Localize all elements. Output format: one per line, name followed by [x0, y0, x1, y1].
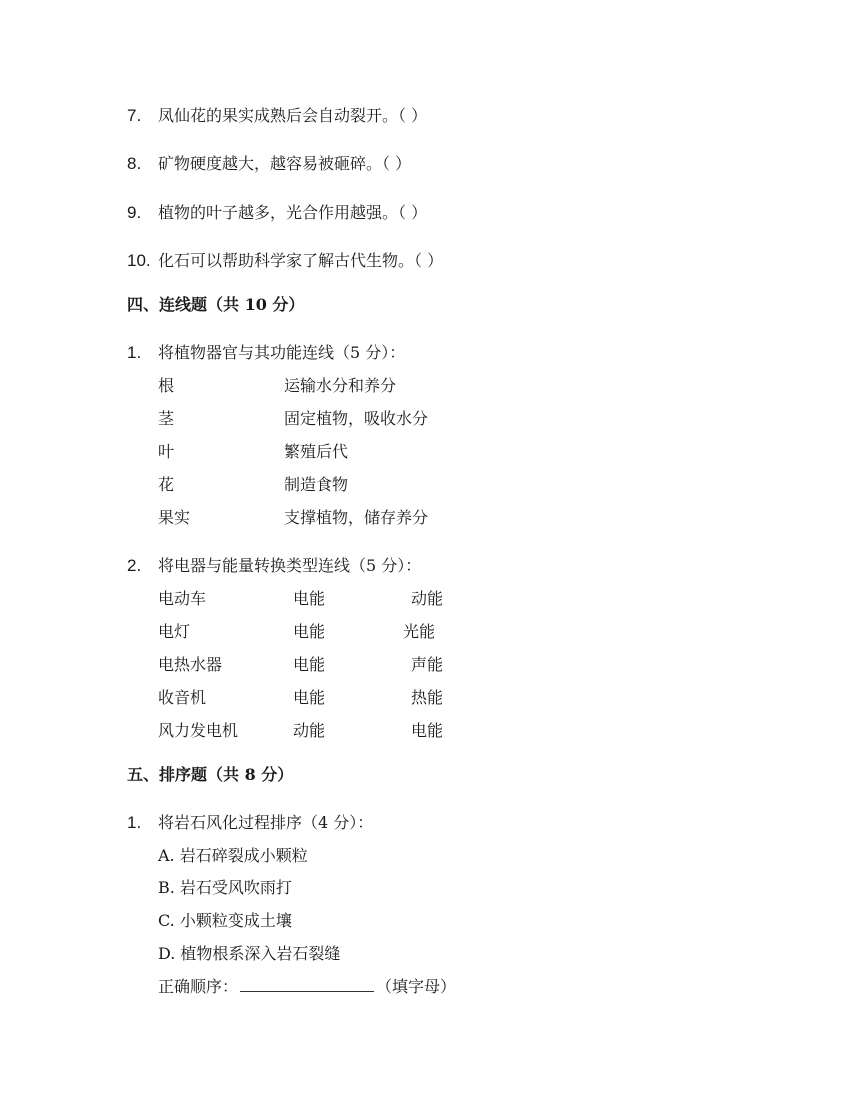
- question-number: 10.: [127, 251, 151, 270]
- match-left-item: 花: [158, 475, 175, 494]
- appliance-item: 电灯: [158, 622, 191, 641]
- ordering-option-b: B. 岩石受风吹雨打: [158, 878, 292, 897]
- ordering-option-a: A. 岩石碎裂成小颗粒: [158, 846, 308, 865]
- match-right-item: 支撑植物，储存养分: [284, 508, 429, 527]
- match-right-item: 繁殖后代: [284, 442, 349, 461]
- ordering-question-1: [127, 813, 374, 833]
- energy-input-item: 电能: [293, 622, 326, 641]
- answer-label: 正确顺序：: [158, 977, 239, 996]
- match-left-item: 茎: [158, 409, 175, 428]
- question-number: 1.: [127, 813, 142, 832]
- question-text: 将岩石风化过程排序（4 分）：: [158, 813, 374, 832]
- energy-output-item: 电能: [411, 721, 444, 740]
- energy-output-item: 光能: [403, 622, 436, 641]
- question-text: 凤仙花的果实成熟后会自动裂开。（ ）: [158, 106, 428, 125]
- energy-input-item: 电能: [293, 655, 326, 674]
- question-number: 8.: [127, 154, 142, 173]
- question-text: 植物的叶子越多，光合作用越强。（ ）: [158, 203, 428, 222]
- energy-output-item: 动能: [411, 589, 444, 608]
- answer-blank[interactable]: [240, 977, 374, 992]
- judge-item-9: [127, 203, 428, 223]
- section-heading-matching: 四、连线题（共 10 分）: [127, 295, 305, 314]
- matching-question-2: [127, 556, 422, 576]
- question-text: 化石可以帮助科学家了解古代生物。（ ）: [158, 251, 444, 270]
- appliance-item: 收音机: [158, 688, 207, 707]
- question-text: 将电器与能量转换类型连线（5 分）：: [158, 556, 422, 575]
- answer-row: [158, 977, 456, 997]
- energy-input-item: 动能: [293, 721, 326, 740]
- matching-question-1: [127, 343, 406, 363]
- question-number: 2.: [127, 556, 142, 575]
- energy-input-item: 电能: [293, 589, 326, 608]
- section-heading-ordering: 五、排序题（共 8 分）: [127, 765, 294, 784]
- appliance-item: 电动车: [158, 589, 207, 608]
- match-left-item: 果实: [158, 508, 191, 527]
- question-text: 矿物硬度越大，越容易被砸碎。（ ）: [158, 154, 412, 173]
- judge-item-8: [127, 154, 412, 174]
- energy-input-item: 电能: [293, 688, 326, 707]
- energy-output-item: 声能: [411, 655, 444, 674]
- match-left-item: 叶: [158, 442, 175, 461]
- appliance-item: 风力发电机: [158, 721, 239, 740]
- question-number: 9.: [127, 203, 142, 222]
- match-left-item: 根: [158, 376, 175, 395]
- ordering-option-d: D. 植物根系深入岩石裂缝: [158, 944, 341, 963]
- question-text: 将植物器官与其功能连线（5 分）：: [158, 343, 406, 362]
- ordering-option-c: C. 小颗粒变成土壤: [158, 911, 292, 930]
- appliance-item: 电热水器: [158, 655, 223, 674]
- match-right-item: 制造食物: [284, 475, 349, 494]
- judge-item-7: [127, 106, 428, 126]
- question-number: 1.: [127, 343, 142, 362]
- energy-output-item: 热能: [411, 688, 444, 707]
- match-right-item: 运输水分和养分: [284, 376, 397, 395]
- question-number: 7.: [127, 106, 142, 125]
- answer-hint: （填字母）: [376, 977, 457, 996]
- match-right-item: 固定植物，吸收水分: [284, 409, 429, 428]
- judge-item-10: [127, 251, 444, 271]
